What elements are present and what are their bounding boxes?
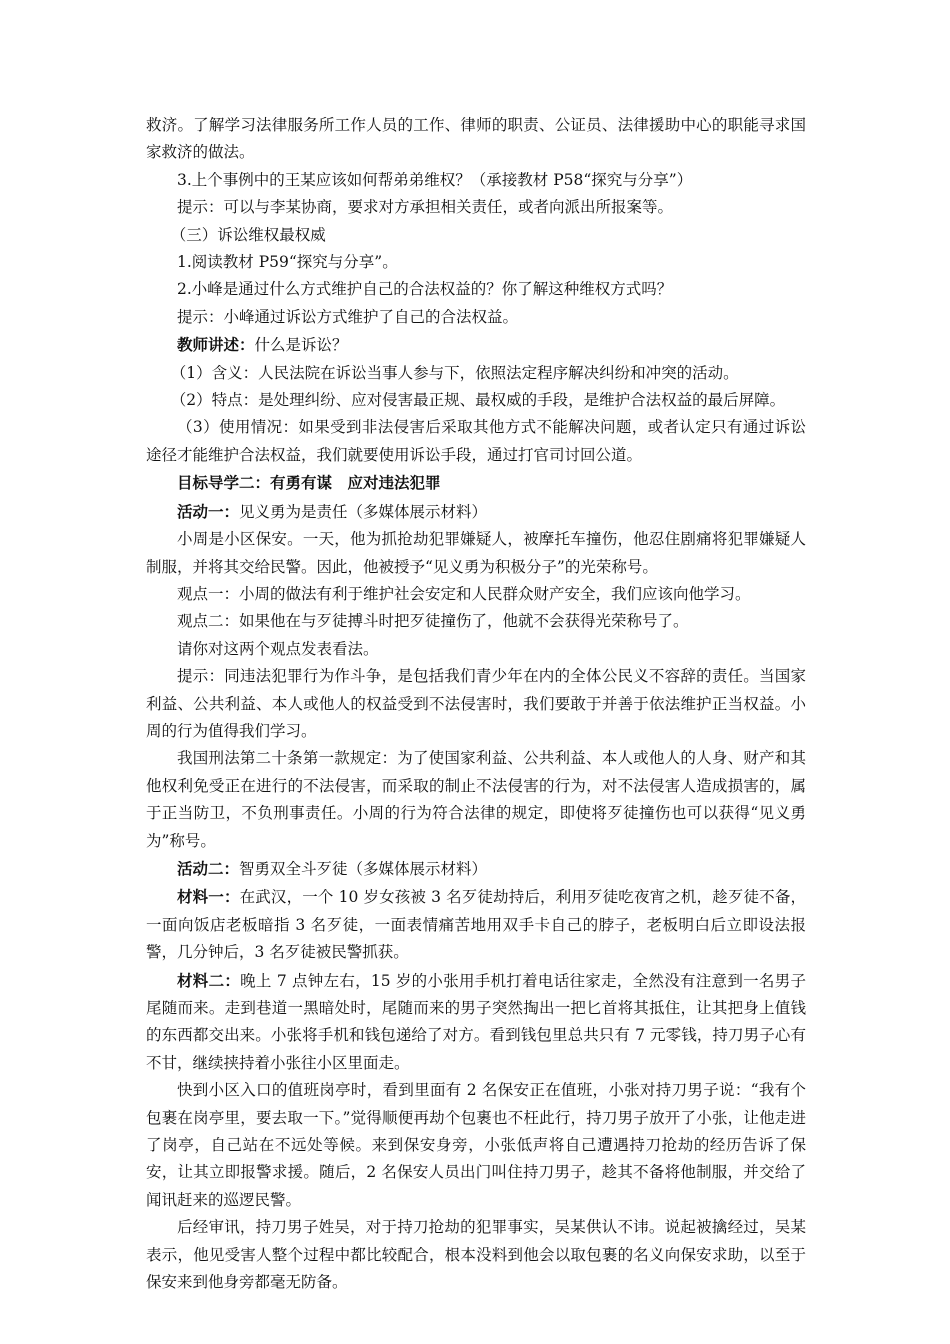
paragraph — [146, 967, 806, 1078]
paragraph-text: 什么是诉讼？ — [254, 336, 348, 355]
paragraph — [146, 414, 806, 469]
paragraph-text: 见义勇为是责任（多媒体展示材料） — [239, 502, 488, 521]
paragraph-text: 后经审讯，持刀男子姓吴，对于持刀抢劫的犯罪事实，吴某供认不讳。说起被擒经过，吴某表示，他见受害人整个过程中都比较配合，根本没料到他会以取包裹的名义向保安求助，以至于保安来到他身旁都毫无防备。 — [146, 1218, 806, 1292]
document-body — [146, 112, 806, 1296]
paragraph — [146, 663, 806, 745]
paragraph — [146, 745, 806, 855]
paragraph-text: 快到小区入口的值班岗亭时，看到里面有 2 名保安正在值班，小张对持刀男子说：“我有个包裹在岗亭里，要去取一下。”觉得顺便再劫个包裹也不枉此行，持刀男子放开了小张，让他走进了岗亭，自己站在不远处等候。来到保安身旁，小张低声将自己遭遇持刀抢劫的经历告诉了保安，让其立即报警求援。随后，2 名保安人员出门叫住持刀男子，趁其不备将他制服，并交给了闻讯赶来的巡逻民警。 — [146, 1081, 806, 1209]
paragraph — [146, 526, 806, 581]
paragraph — [146, 883, 806, 966]
paragraph-text: 救济。了解学习法律服务所工作人员的工作、律师的职责、公证员、法律援助中心的职能寻求国家救济的做法。 — [146, 116, 806, 162]
paragraph-text: 智勇双全斗歹徒（多媒体展示材料） — [239, 859, 488, 878]
paragraph — [146, 387, 806, 414]
paragraph — [146, 249, 806, 276]
paragraph — [146, 498, 806, 526]
paragraph — [146, 636, 806, 663]
paragraph — [146, 608, 806, 635]
paragraph-text: 观点一：小周的做法有利于维护社会安定和人民群众财产安全，我们应该向他学习。 — [177, 584, 751, 603]
paragraph-text: 晚上 7 点钟左右，15 岁的小张用手机打着电话往家走，全然没有注意到一名男子尾随而来。走到巷道一黑暗处时，尾随而来的男子突然掏出一把匕首将其抵住，让其把身上值钱的东西都交出来。小张将手机和钱包递给了对方。看到钱包里总共只有 7 元零钱，持刀男子心有不甘，继续挟持着小张往小区里面走。 — [146, 971, 806, 1072]
paragraph-lead: 材料二： — [177, 970, 241, 990]
paragraph-text: 在武汉，一个 10 岁女孩被 3 名歹徒劫持后，利用歹徒吃夜宵之机，趁歹徒不备，一面向饭店老板暗指 3 名歹徒，一面表情痛苦地用双手卡自己的脖子，老板明白后立即设法报警，几分钟后，3 名歹徒被民警抓获。 — [146, 888, 806, 962]
paragraph-text: 提示：可以与李某协商，要求对方承担相关责任，或者向派出所报案等。 — [177, 198, 674, 217]
paragraph-text: 1.阅读教材 P59“探究与分享”。 — [177, 253, 398, 272]
paragraph-lead: 活动一： — [177, 501, 240, 521]
paragraph — [146, 304, 806, 331]
paragraph — [146, 855, 806, 883]
paragraph-text: （三）诉讼维权最权威 — [170, 225, 326, 244]
paragraph-lead: 活动二： — [177, 858, 240, 878]
paragraph — [146, 360, 806, 387]
paragraph-text: 2.小峰是通过什么方式维护自己的合法权益的？你了解这种维权方式吗？ — [177, 280, 673, 299]
paragraph-text: 3.上个事例中的王某应该如何帮弟弟维权？（承接教材 P58“探究与分享”） — [177, 170, 693, 189]
paragraph — [146, 1214, 806, 1296]
paragraph-text: 请你对这两个观点发表看法。 — [177, 639, 379, 658]
paragraph-text: 小周是小区保安。一天，他为抓抢劫犯罪嫌疑人，被摩托车撞伤，他忍住剧痛将犯罪嫌疑人制服，并将其交给民警。因此，他被授予“见义勇为积极分子”的光荣称号。 — [146, 530, 806, 576]
paragraph-text: （2）特点：是处理纠纷、应对侵害最正规、最权威的手段，是维护合法权益的最后屏障。 — [170, 391, 786, 410]
paragraph — [146, 194, 806, 221]
paragraph — [146, 276, 806, 303]
paragraph-lead: 教师讲述： — [177, 335, 255, 355]
paragraph-text: 提示：小峰通过诉讼方式维护了自己的合法权益。 — [177, 307, 519, 326]
paragraph-text: （3）使用情况：如果受到非法侵害后采取其他方式不能解决问题，或者认定只有通过诉讼途径才能维护合法权益，我们就要使用诉讼手段，通过打官司讨回公道。 — [146, 418, 806, 464]
paragraph — [146, 581, 806, 608]
paragraph — [146, 1077, 806, 1214]
paragraph-text: （1）含义：人民法院在诉讼当事人参与下，依照法定程序解决纠纷和冲突的活动。 — [170, 363, 739, 382]
paragraph — [146, 331, 806, 359]
section-heading — [146, 222, 806, 249]
paragraph-text: 提示：同违法犯罪行为作斗争，是包括我们青少年在内的全体公民义不容辞的责任。当国家利益、公共利益、本人或他人的权益受到不法侵害时，我们要敢于并善于依法维护正当权益。小周的行为值得我们学习。 — [146, 667, 806, 740]
paragraph — [146, 167, 806, 194]
section-heading — [146, 469, 806, 497]
paragraph-lead: 目标导学二：有勇有谋 应对违法犯罪 — [177, 473, 441, 493]
paragraph-text: 观点二：如果他在与歹徒搏斗时把歹徒撞伤了，他就不会获得光荣称号了。 — [177, 612, 689, 631]
paragraph-lead: 材料一： — [177, 887, 240, 907]
paragraph — [146, 112, 806, 167]
paragraph-text: 我国刑法第二十条第一款规定：为了使国家利益、公共利益、本人或他人的人身、财产和其他权利免受正在进行的不法侵害，而采取的制止不法侵害的行为，对不法侵害人造成损害的，属于正当防卫，不负刑事责任。小周的行为符合法律的规定，即使将歹徒撞伤也可以获得“见义勇为”称号。 — [146, 749, 806, 850]
